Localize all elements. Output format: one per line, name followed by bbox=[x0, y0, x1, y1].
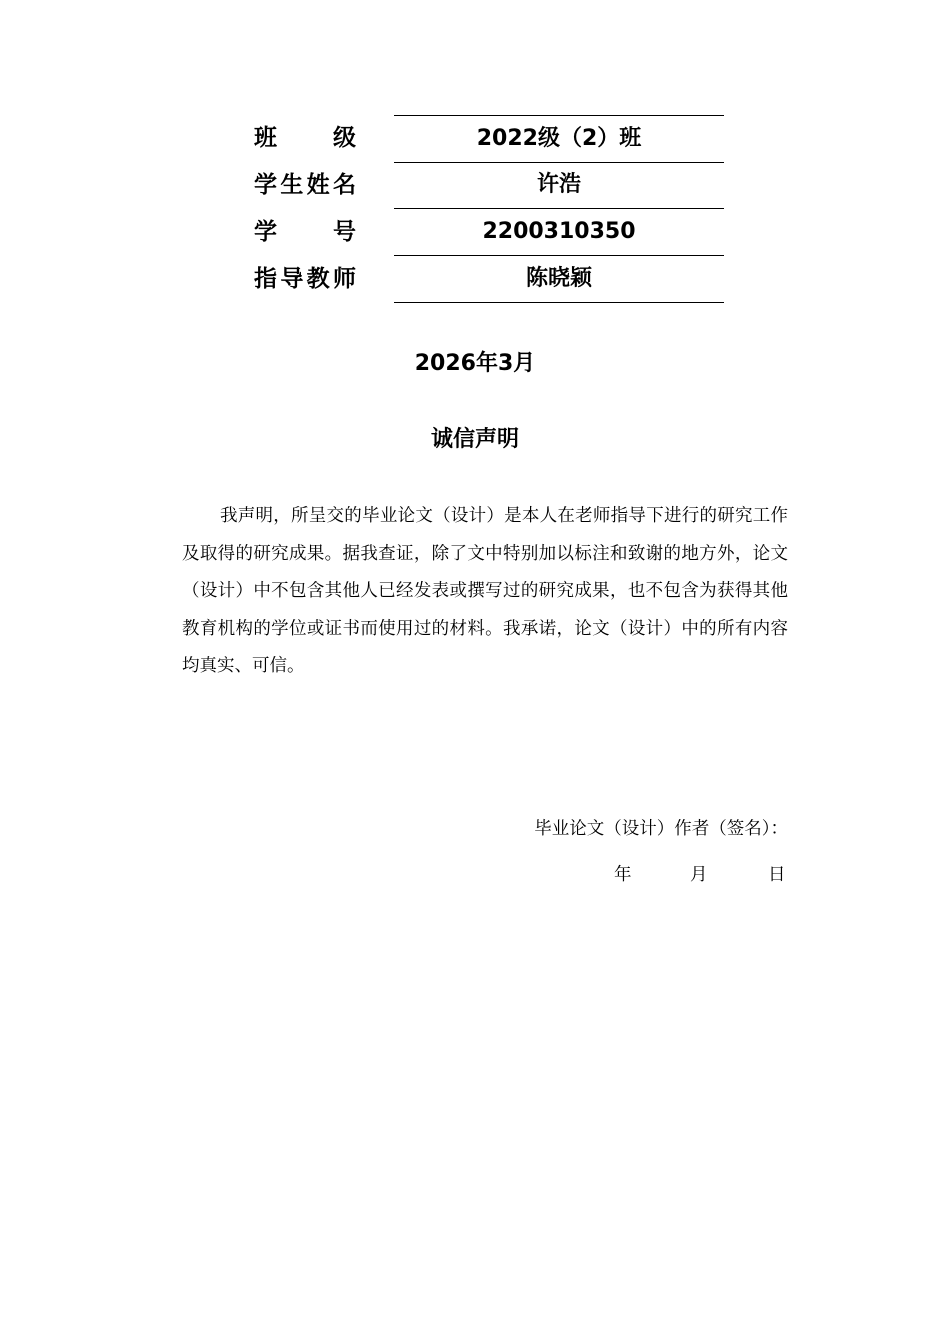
date-year-label: 年 bbox=[614, 865, 632, 885]
info-row-advisor bbox=[254, 256, 724, 303]
date-month-label: 月 bbox=[690, 865, 708, 885]
advisor-label: 指导教师 bbox=[254, 266, 356, 292]
student-name-label: 学生姓名 bbox=[254, 172, 356, 198]
declaration-paragraph: 我声明，所呈交的毕业论文（设计）是本人在老师指导下进行的研究工作及取得的研究成果。据我查证，除了文中特别加以标注和致谢的地方外，论文（设计）中不包含其他人已经发表或撰写过的研究成果，也不包含为获得其他教育机构的学位或证书而使用过的材料。我承诺，论文（设计）中的所有内容均真实、可信。 bbox=[182, 506, 788, 676]
submission-date: 2026年3月 bbox=[414, 351, 536, 376]
class-value: 2022级（2）班 bbox=[394, 115, 724, 163]
info-row-student-id bbox=[254, 209, 724, 256]
author-signature-line: 毕业论文（设计）作者（签名）： bbox=[534, 819, 788, 839]
signature-date-fields bbox=[614, 858, 794, 892]
date-day-label: 日 bbox=[768, 865, 786, 885]
info-row-student-name bbox=[254, 162, 724, 209]
student-id-value: 2200310350 bbox=[394, 209, 724, 256]
student-info-table bbox=[254, 115, 724, 303]
advisor-value: 陈晓颖 bbox=[394, 256, 724, 303]
info-row-class bbox=[254, 115, 724, 162]
student-name-value: 许浩 bbox=[394, 162, 724, 209]
class-label: 班 级 bbox=[254, 125, 356, 151]
integrity-statement-heading: 诚信声明 bbox=[430, 427, 519, 452]
student-id-label: 学 号 bbox=[254, 219, 356, 245]
